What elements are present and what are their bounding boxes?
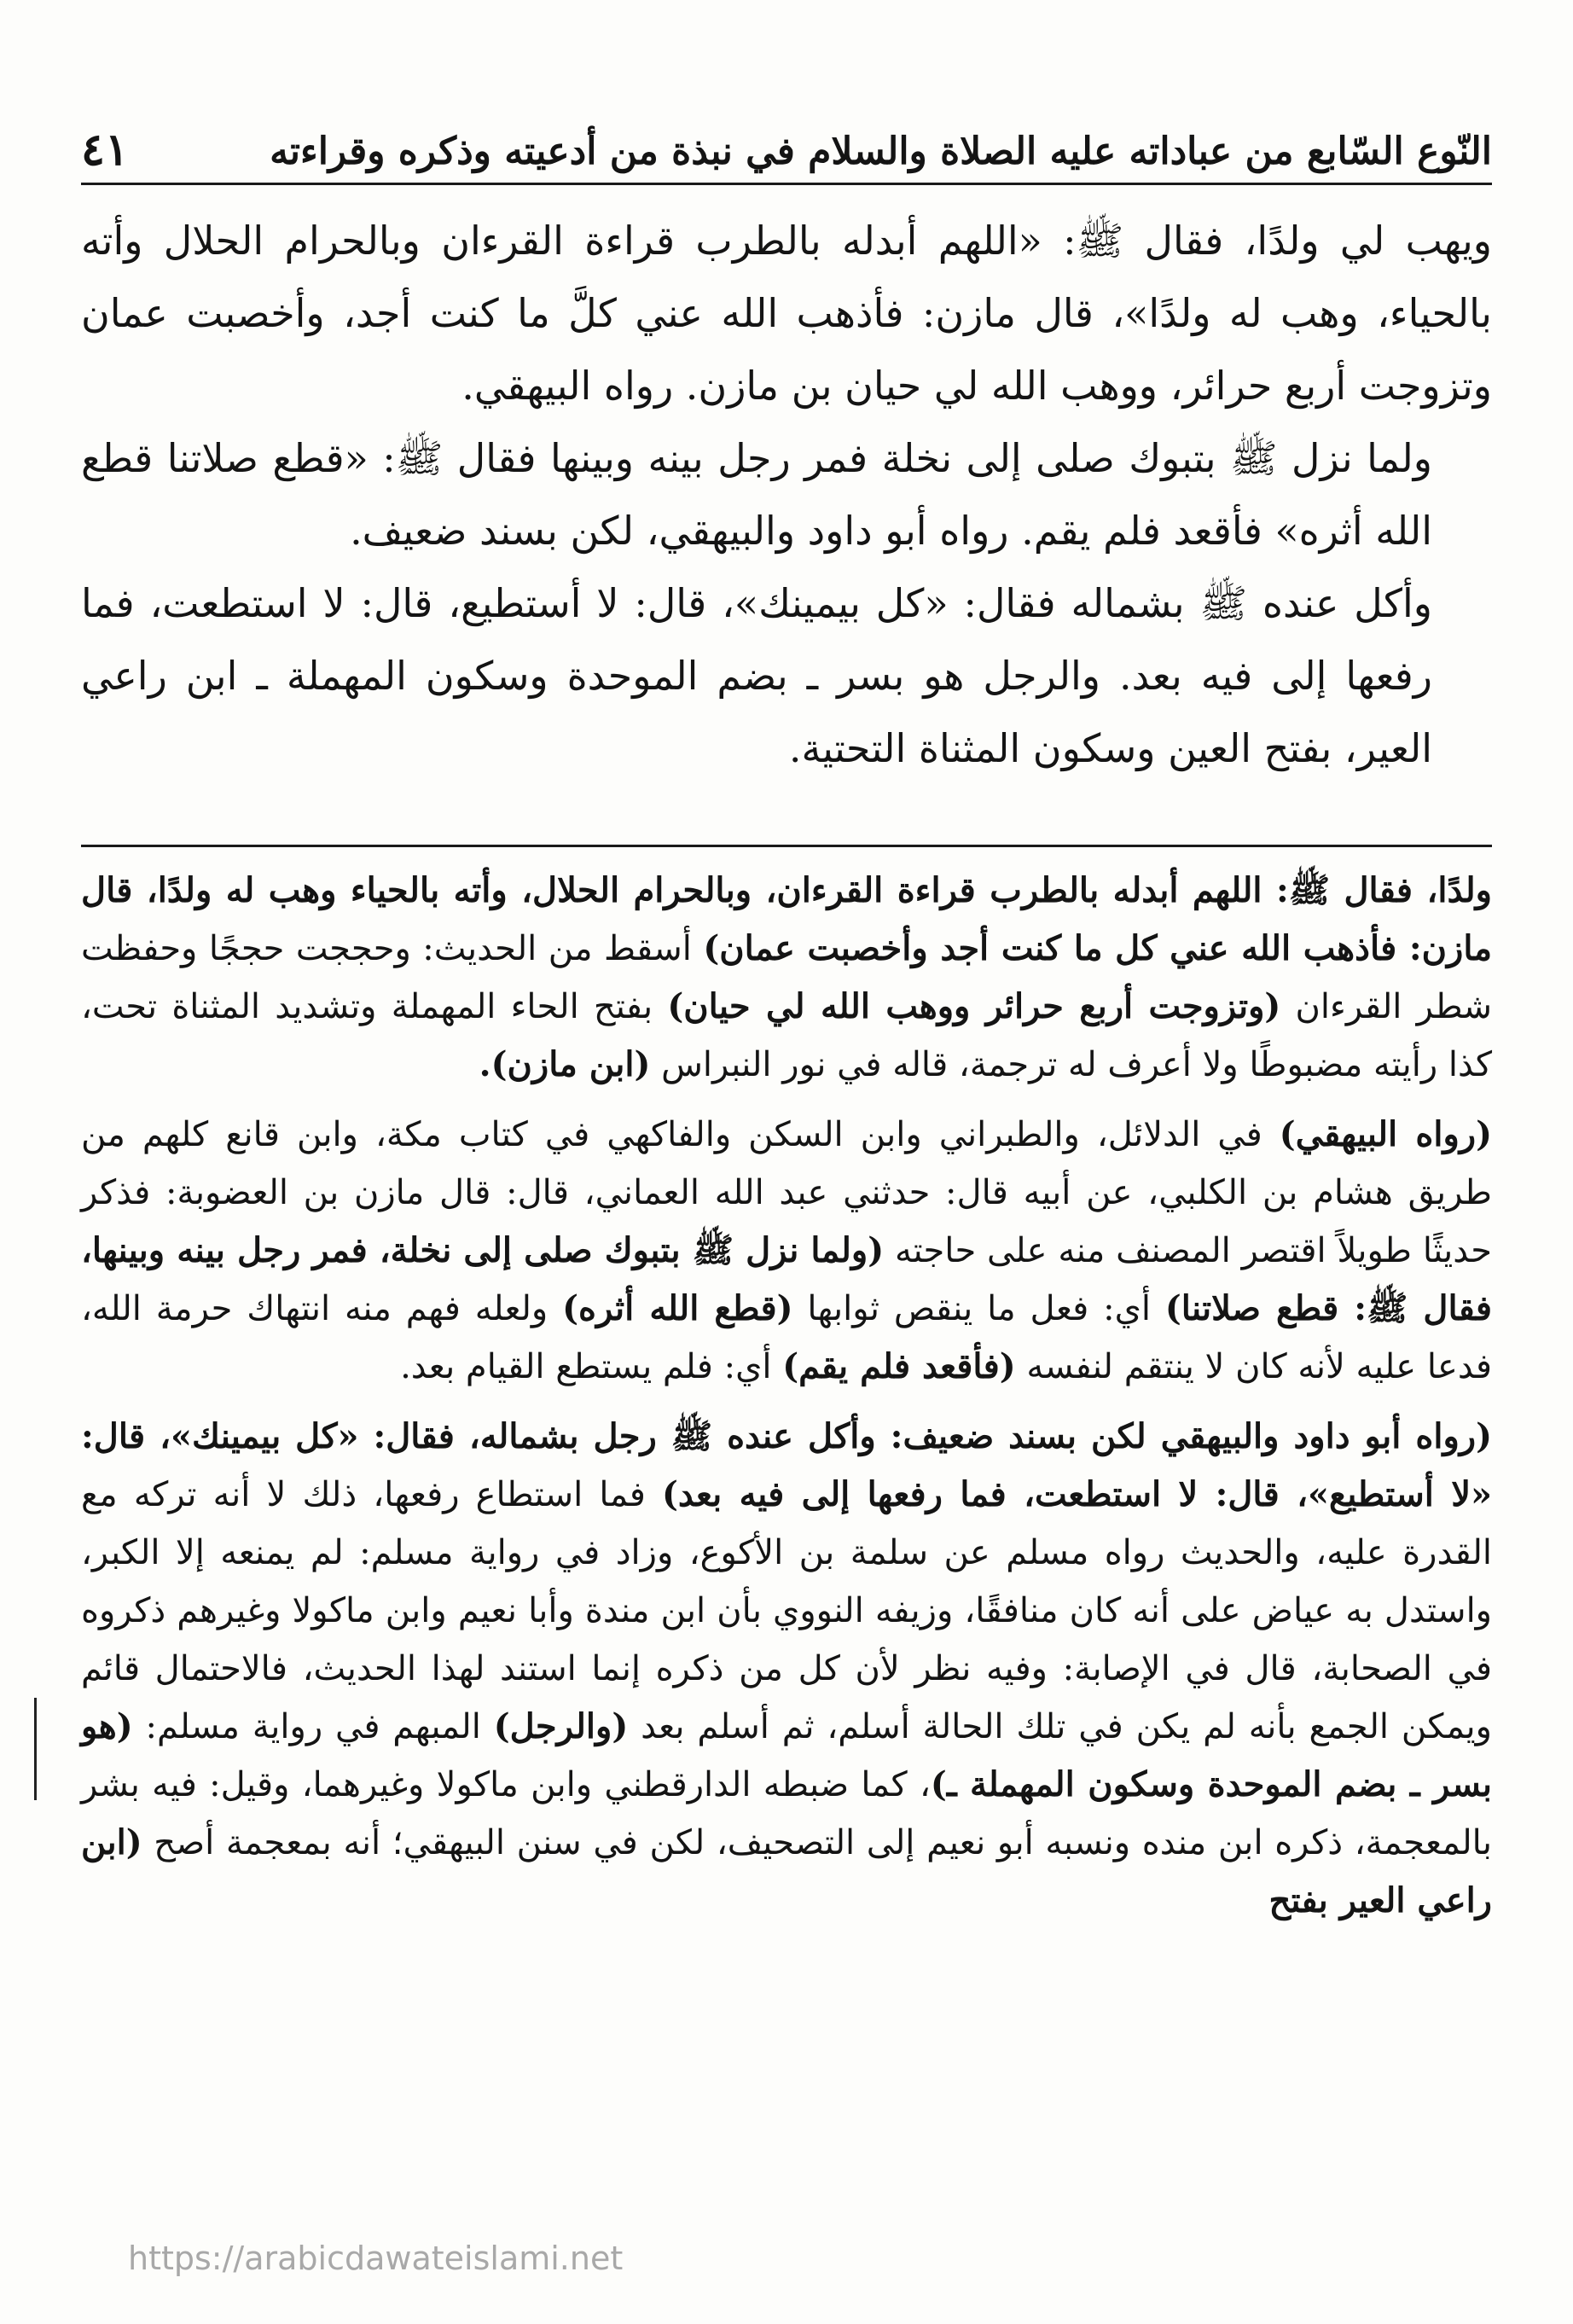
header-divider xyxy=(81,183,1492,185)
main-text-block xyxy=(81,205,1492,785)
main-paragraph: وأكل عنده ﷺ بشماله فقال: «كل بيمينك»، قال: لا أستطيع، قال: لا استطعت، فما رفعها إلى فيه بعد. والرجل هو بسر ـ بضم الموحدة وسكون المهملة ـ ابن راعي العير، بفتح العين وسكون المثناة التحتية. xyxy=(81,580,1432,771)
main-paragraph: ولما نزل ﷺ بتبوك صلى إلى نخلة فمر رجل بينه وبينها فقال ﷺ: «قطع صلاتنا قطع الله أثره» فأقعد فلم يقم. رواه أبو داود والبيهقي، لكن بسند ضعيف. xyxy=(81,435,1432,554)
commentary-text: فما استطاع رفعها، ذلك لا أنه تركه مع القدرة عليه، والحديث رواه مسلم عن سلمة بن الأكوع، وزاد في رواية مسلم: لم يمنعه إلا الكبر، واستدل به عياض على أنه كان منافقًا، وزيفه النووي بأن ابن مندة وأبا نعيم وابن ماكولا وغيرهم ذكروه في الصحابة، قال في الإصابة: وفيه نظر لأن كل من ذكره إنما استند لهذا الحديث، فالاحتمال قائم ويمكن الجمع بأنه لم يكن في تلك الحالة أسلم، ثم أسلم بعد xyxy=(81,1475,1493,1746)
running-header xyxy=(81,109,1492,176)
commentary-text: ولعله فهم منه انتهاك حرمة الله، فدعا عليه لأنه كان لا ينتقم لنفسه xyxy=(81,1289,1492,1386)
commentary-paragraph xyxy=(81,1408,1492,1930)
commentary-text: ، كما ضبطه الدارقطني وابن ماكولا وغيرهما، وقيل: فيه بشر بالمعجمة، ذكره ابن منده ونسبه أبو نعيم إلى التصحيف، لكن في سنن البيهقي؛ أنه بمعجمة أصح xyxy=(81,1765,1492,1862)
commentary-paragraph xyxy=(81,1106,1492,1396)
quoted-matn: (ابن مازن). xyxy=(479,1044,651,1084)
quoted-matn: (رواه البيهقي) xyxy=(1279,1114,1493,1154)
quoted-matn: (قطع الله أثره) xyxy=(562,1288,793,1328)
quoted-matn: (فأقعد فلم يقم) xyxy=(782,1346,1016,1386)
commentary-block xyxy=(81,862,1492,1942)
page-number: ٤١ xyxy=(81,124,129,176)
commentary-divider xyxy=(81,845,1492,847)
commentary-text: المبهم في رواية مسلم: xyxy=(132,1707,494,1746)
quoted-matn: (هو بسر ـ بضم الموحدة وسكون المهملة ـ) xyxy=(81,1706,1492,1804)
quoted-matn: (وتزوجت أربع حرائر ووهب الله لي حيان) xyxy=(667,986,1281,1026)
commentary-text: في الدلائل، والطبراني وابن السكن والفاكهي في كتاب مكة، وابن قانع كلهم من طريق هشام بن الكلبي، عن أبيه قال: حدثني عبد الله العماني، قال: قال مازن بن العضوبة: فذكر حديثًا طويلاً اقتصر المصنف منه على حاجته xyxy=(81,1115,1492,1270)
margin-line-mark xyxy=(34,1698,37,1800)
quoted-matn: (رواه أبو داود والبيهقي لكن بسند ضعيف: وأكل عنده ﷺ رجل بشماله، فقال: «كل بيمينك»، قال: «لا أستطيع»، قال: لا استطعت، فما رفعها إلى فيه بعد) xyxy=(81,1416,1493,1514)
watermark-url: https://arabicdawateislami.net xyxy=(128,2240,624,2277)
quoted-matn: ولدًا، فقال ﷺ: اللهم أبدله بالطرب قراءة القرءان، وبالحرام الحلال، وأته بالحياء وهب له ولدًا، قال مازن: فأذهب الله عني كل ما كنت أجد وأخصبت عمان) xyxy=(81,870,1492,968)
main-paragraph: ويهب لي ولدًا، فقال ﷺ: «اللهم أبدله بالطرب قراءة القرءان وبالحرام الحلال وأته بالحياء، وهب له ولدًا»، قال مازن: فأذهب الله عني كلَّ ما كنت أجد، وأخصبت عمان وتزوجت أربع حرائر، ووهب الله لي حيان بن مازن. رواه البيهقي. xyxy=(81,218,1492,409)
commentary-text: أي: فلم يستطع القيام بعد. xyxy=(400,1347,783,1386)
quoted-matn: (ولما نزل ﷺ بتبوك صلى إلى نخلة، فمر رجل بينه وبينها، فقال ﷺ: قطع صلاتنا) xyxy=(81,1230,1493,1328)
quoted-matn: (والرجل) xyxy=(493,1706,629,1746)
commentary-text: أي: فعل ما ينقص ثوابها xyxy=(792,1289,1165,1328)
chapter-title: النّوع السّابع من عباداته عليه الصلاة والسلام في نبذة من أدعيته وذكره وقراءته xyxy=(270,129,1492,173)
quoted-matn: (ابن راعي العير بفتح xyxy=(81,1822,1492,1920)
commentary-text: أسقط من الحديث: وحججت حججًا وحفظت شطر القرءان xyxy=(81,929,1493,1026)
commentary-paragraph xyxy=(81,862,1492,1094)
commentary-text: بفتح الحاء المهملة وتشديد المثناة تحت، كذا رأيته مضبوطًا ولا أعرف له ترجمة، قاله في نور النبراس xyxy=(81,987,1492,1084)
